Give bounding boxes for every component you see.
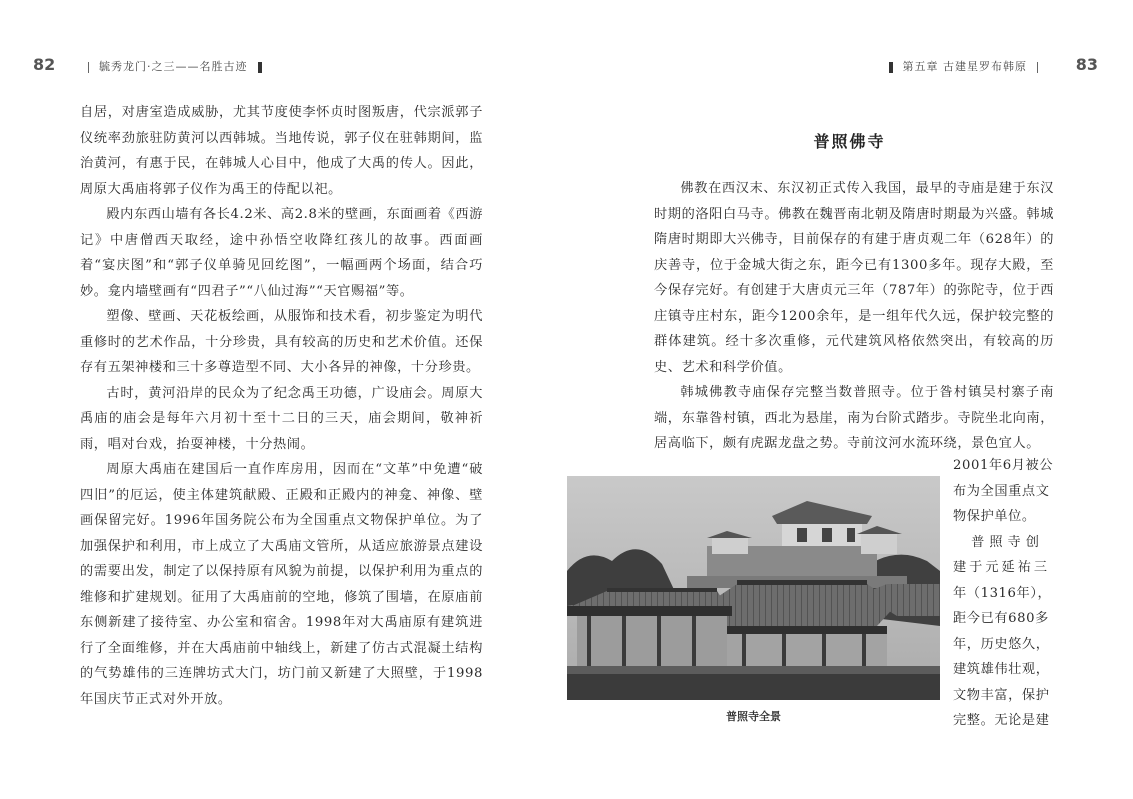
right-running-header — [879, 58, 1049, 74]
left-running-header — [78, 58, 272, 74]
wrap-line: 距今已有680多 — [953, 611, 1049, 626]
wrap-line: 文物丰富，保护 — [953, 687, 1050, 703]
left-running-title: 毓秀龙门·之三——名胜古迹 — [99, 60, 248, 73]
wrap-line: 2001年6月被公 — [953, 458, 1054, 473]
paragraph: 古时，黄河沿岸的民众为了纪念禹王功德，广设庙会。周原大禹庙的庙会是每年六月初十至十二日的三天，庙会期间，敬神祈雨，唱对台戏，抬耍神楼，十分热闹。 — [80, 385, 483, 452]
right-page-number: 83 — [1075, 55, 1098, 74]
right-running-title: 第五章 古建星罗布韩原 — [902, 60, 1027, 73]
block-marker — [258, 62, 262, 73]
paragraph: 塑像、壁画、天花板绘画，从服饰和技术看，初步鉴定为明代重修时的艺术作品，十分珍贵，具有较高的历史和艺术价值。还保存有五架神楼和三十多尊造型不同、大小各异的神像，十分珍贵。 — [80, 309, 483, 375]
section-title: 普照佛寺 — [813, 132, 886, 151]
wrap-line: 建筑雄伟壮观， — [953, 662, 1050, 677]
divider-bar — [88, 62, 89, 73]
right-body-text — [654, 176, 1054, 457]
temple-photo — [567, 476, 940, 700]
wrap-line: 普照寺创 — [953, 534, 1044, 550]
divider-bar — [1037, 62, 1038, 73]
left-page-number: 82 — [33, 55, 56, 74]
paragraph: 韩城佛教寺庙保存完整当数普照寺。位于昝村镇吴村寨子南端，东靠昝村镇，西北为悬崖，南为台阶式踏步。寺院坐北向南，居高临下，颇有虎踞龙盘之势。寺前汶河水流环绕，景色宜人。 — [654, 385, 1054, 451]
wrapped-text-column — [953, 453, 1055, 734]
wrap-line: 布为全国重点文 — [953, 483, 1050, 499]
wrap-line: 年，历史悠久， — [953, 636, 1050, 652]
block-marker — [889, 62, 893, 73]
paragraph: 自居，对唐室造成威胁，尤其节度使李怀贞时图叛唐，代宗派郭子仪统率劲旅驻防黄河以西韩城。当地传说，郭子仪在驻韩期间，监治黄河，有惠于民，在韩城人心目中，他成了大禹的传人。因此，周原大禹庙将郭子仪作为禹王的侍配以祀。 — [80, 105, 483, 197]
paragraph: 佛教在西汉末、东汉初正式传入我国，最早的寺庙是建于东汉时期的洛阳白马寺。佛教在魏晋南北朝及隋唐时期最为兴盛。韩城隋唐时期即大兴佛寺，目前保存的有建于唐贞观二年（628年）的庆善寺，位于金城大街之东，距今已有1300多年。现存大殿，至今保存完好。有创建于大唐贞元三年（787年）的弥陀寺，位于西庄镇寺庄村东，距今1200余年，是一组年代久远，保护较完整的群体建筑。经十多次重修，元代建筑风格依然突出，有较高的历史、艺术和科学价值。 — [654, 181, 1054, 375]
wrap-line: 物保护单位。 — [953, 509, 1036, 524]
left-page — [0, 0, 566, 799]
left-body-text — [80, 100, 483, 712]
wrap-line: 建于元延祐三 — [953, 560, 1051, 575]
paragraph: 殿内东西山墙有各长4.2米、高2.8米的壁画，东面画着《西游记》中唐僧西天取经，途中孙悟空收降红孩儿的故事。西面画着“宴庆图”和“郭子仪单骑见回纥图”，一幅画两个场面，结合巧妙。龛内墙壁画有“四君子”“八仙过海”“天官赐福”等。 — [80, 207, 483, 299]
paragraph: 周原大禹庙在建国后一直作库房用，因而在“文革”中免遭“破四旧”的厄运，使主体建筑献殿、正殿和正殿内的神龛、神像、壁画保留完好。1996年国务院公布为全国重点文物保护单位。为了加强保护和利用，市上成立了大禹庙文管所，从适应旅游景点建设的需要出发，制定了以保持原有风貌为前提，以保护利用为重点的维修和扩建规划。征用了大禹庙前的空地，修筑了围墙，在原庙前东侧新建了接待室、办公室和宿舍。1998年对大禹庙原有建筑进行了全面维修，并在大禹庙前中轴线上，新建了仿古式混凝土结构的气势雄伟的三连牌坊式大门，坊门前又新建了大照壁，于1998年国庆节正式对外开放。 — [80, 462, 483, 707]
wrap-line: 年（1316年）， — [953, 585, 1052, 601]
photo-caption: 普照寺全景 — [726, 710, 781, 723]
wrap-line: 完整。无论是建 — [953, 713, 1050, 728]
